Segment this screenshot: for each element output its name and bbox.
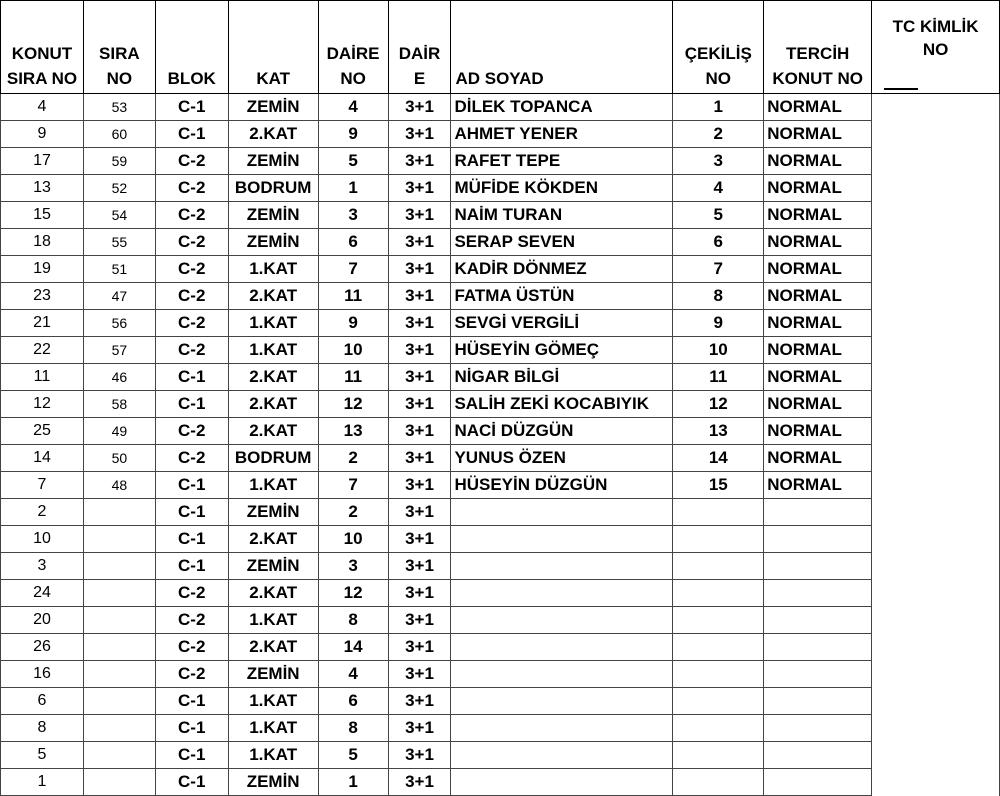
cell-daire-no: 8	[318, 715, 388, 742]
cell-blok: C-2	[155, 202, 228, 229]
cell-ad-soyad	[451, 742, 673, 769]
cell-cekilis-no	[673, 688, 764, 715]
cell-tc-kimlik-no	[872, 148, 1000, 175]
cell-daire: 3+1	[388, 445, 451, 472]
cell-blok: C-2	[155, 256, 228, 283]
cell-tc-kimlik-no	[872, 256, 1000, 283]
cell-blok: C-1	[155, 553, 228, 580]
cell-tc-kimlik-no	[872, 175, 1000, 202]
cell-sira-no: 50	[83, 445, 155, 472]
cell-daire-no: 12	[318, 391, 388, 418]
cell-cekilis-no: 8	[673, 283, 764, 310]
cell-tercih-konut-no	[764, 742, 872, 769]
cell-sira-no: 46	[83, 364, 155, 391]
cell-cekilis-no	[673, 715, 764, 742]
cell-sira-no	[83, 499, 155, 526]
cell-tercih-konut-no: NORMAL	[764, 418, 872, 445]
cell-cekilis-no: 9	[673, 310, 764, 337]
cell-tc-kimlik-no	[872, 94, 1000, 121]
cell-tc-kimlik-no	[872, 283, 1000, 310]
cell-ad-soyad: NİGAR BİLGİ	[451, 364, 673, 391]
cell-daire-no: 2	[318, 499, 388, 526]
cell-sira-no	[83, 634, 155, 661]
cell-tercih-konut-no: NORMAL	[764, 283, 872, 310]
cell-sira-no: 48	[83, 472, 155, 499]
table-row	[1, 202, 1000, 229]
cell-tercih-konut-no: NORMAL	[764, 121, 872, 148]
cell-tercih-konut-no	[764, 526, 872, 553]
cell-cekilis-no: 4	[673, 175, 764, 202]
cell-daire: 3+1	[388, 256, 451, 283]
cell-tercih-konut-no: NORMAL	[764, 229, 872, 256]
cell-sira-no: 51	[83, 256, 155, 283]
cell-daire: 3+1	[388, 553, 451, 580]
cell-konut-sira-no: 12	[1, 391, 84, 418]
cell-daire: 3+1	[388, 526, 451, 553]
cell-kat: 2.KAT	[228, 526, 318, 553]
cell-blok: C-2	[155, 445, 228, 472]
cell-blok: C-2	[155, 418, 228, 445]
cell-blok: C-2	[155, 310, 228, 337]
cell-cekilis-no	[673, 607, 764, 634]
col-header-sira-no: SIRA NO	[83, 1, 155, 94]
col-header-konut-sira-no: KONUT SIRA NO	[1, 1, 84, 94]
cell-kat: 2.KAT	[228, 391, 318, 418]
col-header-daire-no: DAİRE NO	[318, 1, 388, 94]
table-row	[1, 607, 1000, 634]
cell-daire-no: 12	[318, 580, 388, 607]
cell-blok: C-2	[155, 229, 228, 256]
table-row	[1, 499, 1000, 526]
cell-ad-soyad	[451, 769, 673, 796]
col-header-kat: KAT	[228, 1, 318, 94]
cell-sira-no: 55	[83, 229, 155, 256]
cell-konut-sira-no: 7	[1, 472, 84, 499]
cell-konut-sira-no: 17	[1, 148, 84, 175]
col-header-daire: DAİR E	[388, 1, 451, 94]
cell-daire: 3+1	[388, 229, 451, 256]
table-row	[1, 634, 1000, 661]
cell-ad-soyad	[451, 553, 673, 580]
cell-sira-no: 54	[83, 202, 155, 229]
col-header-ad-soyad: AD SOYAD	[451, 1, 673, 94]
cell-ad-soyad: HÜSEYİN GÖMEÇ	[451, 337, 673, 364]
cell-daire-no: 6	[318, 688, 388, 715]
header-row	[1, 1, 1000, 94]
cell-daire: 3+1	[388, 283, 451, 310]
cell-ad-soyad: FATMA ÜSTÜN	[451, 283, 673, 310]
cell-daire: 3+1	[388, 175, 451, 202]
table-row	[1, 553, 1000, 580]
cell-konut-sira-no: 10	[1, 526, 84, 553]
cell-tercih-konut-no: NORMAL	[764, 310, 872, 337]
cell-konut-sira-no: 13	[1, 175, 84, 202]
cell-daire-no: 7	[318, 256, 388, 283]
cell-kat: ZEMİN	[228, 769, 318, 796]
table-row	[1, 769, 1000, 796]
table-row	[1, 526, 1000, 553]
col-header-cekilis-no: ÇEKİLİŞ NO	[673, 1, 764, 94]
cell-tercih-konut-no: NORMAL	[764, 256, 872, 283]
cell-cekilis-no: 12	[673, 391, 764, 418]
cell-cekilis-no	[673, 553, 764, 580]
cell-sira-no	[83, 715, 155, 742]
table-row	[1, 94, 1000, 121]
cell-ad-soyad: RAFET TEPE	[451, 148, 673, 175]
cell-daire: 3+1	[388, 202, 451, 229]
cell-sira-no	[83, 580, 155, 607]
cell-konut-sira-no: 3	[1, 553, 84, 580]
cell-tc-kimlik-no	[872, 310, 1000, 337]
table-row	[1, 121, 1000, 148]
cell-kat: ZEMİN	[228, 202, 318, 229]
cell-tercih-konut-no	[764, 499, 872, 526]
table-row	[1, 229, 1000, 256]
cell-cekilis-no: 14	[673, 445, 764, 472]
cell-daire: 3+1	[388, 688, 451, 715]
cell-ad-soyad	[451, 661, 673, 688]
table-row	[1, 445, 1000, 472]
cell-kat: ZEMİN	[228, 148, 318, 175]
table-body	[1, 94, 1000, 796]
cell-kat: 1.KAT	[228, 607, 318, 634]
cell-sira-no: 49	[83, 418, 155, 445]
cell-blok: C-1	[155, 526, 228, 553]
cell-daire: 3+1	[388, 418, 451, 445]
cell-tercih-konut-no	[764, 553, 872, 580]
cell-ad-soyad: MÜFİDE KÖKDEN	[451, 175, 673, 202]
cell-kat: 1.KAT	[228, 472, 318, 499]
cell-cekilis-no	[673, 634, 764, 661]
cell-blok: C-2	[155, 580, 228, 607]
cell-sira-no	[83, 607, 155, 634]
cell-konut-sira-no: 22	[1, 337, 84, 364]
cell-blok: C-1	[155, 499, 228, 526]
cell-tercih-konut-no	[764, 607, 872, 634]
cell-ad-soyad: SALİH ZEKİ KOCABIYIK	[451, 391, 673, 418]
cell-daire: 3+1	[388, 769, 451, 796]
cell-tercih-konut-no	[764, 661, 872, 688]
cell-sira-no: 56	[83, 310, 155, 337]
cell-daire-no: 2	[318, 445, 388, 472]
cell-cekilis-no: 7	[673, 256, 764, 283]
table-row	[1, 256, 1000, 283]
cell-sira-no: 59	[83, 148, 155, 175]
cell-blok: C-2	[155, 175, 228, 202]
cell-cekilis-no: 1	[673, 94, 764, 121]
cell-kat: ZEMİN	[228, 94, 318, 121]
cell-tercih-konut-no	[764, 580, 872, 607]
cell-daire: 3+1	[388, 634, 451, 661]
cell-daire-no: 3	[318, 202, 388, 229]
cell-kat: 2.KAT	[228, 364, 318, 391]
cell-blok: C-1	[155, 715, 228, 742]
cell-tercih-konut-no	[764, 769, 872, 796]
cell-tc-kimlik-no	[872, 553, 1000, 580]
cell-daire: 3+1	[388, 715, 451, 742]
cell-konut-sira-no: 19	[1, 256, 84, 283]
cell-tc-kimlik-no	[872, 202, 1000, 229]
table-row	[1, 688, 1000, 715]
cell-konut-sira-no: 26	[1, 634, 84, 661]
cell-konut-sira-no: 4	[1, 94, 84, 121]
cell-sira-no	[83, 526, 155, 553]
cell-tercih-konut-no: NORMAL	[764, 202, 872, 229]
cell-tercih-konut-no	[764, 634, 872, 661]
cell-ad-soyad: DİLEK TOPANCA	[451, 94, 673, 121]
cell-tercih-konut-no: NORMAL	[764, 445, 872, 472]
cell-sira-no	[83, 661, 155, 688]
cell-daire-no: 1	[318, 175, 388, 202]
cell-daire-no: 11	[318, 364, 388, 391]
cell-ad-soyad: KADİR DÖNMEZ	[451, 256, 673, 283]
cell-daire-no: 9	[318, 310, 388, 337]
cell-sira-no: 53	[83, 94, 155, 121]
col-header-blok: BLOK	[155, 1, 228, 94]
cell-cekilis-no	[673, 499, 764, 526]
cell-tc-kimlik-no	[872, 418, 1000, 445]
table-row	[1, 580, 1000, 607]
cell-kat: ZEMİN	[228, 553, 318, 580]
cell-daire: 3+1	[388, 310, 451, 337]
cell-ad-soyad	[451, 688, 673, 715]
cell-tc-kimlik-no	[872, 742, 1000, 769]
cell-ad-soyad	[451, 607, 673, 634]
cell-tercih-konut-no: NORMAL	[764, 148, 872, 175]
cell-tc-kimlik-no	[872, 688, 1000, 715]
cell-tc-kimlik-no	[872, 229, 1000, 256]
cell-kat: 1.KAT	[228, 688, 318, 715]
cell-daire-no: 8	[318, 607, 388, 634]
table-row	[1, 472, 1000, 499]
cell-tercih-konut-no: NORMAL	[764, 337, 872, 364]
cell-ad-soyad	[451, 715, 673, 742]
cell-ad-soyad	[451, 580, 673, 607]
cell-tercih-konut-no	[764, 715, 872, 742]
cell-daire: 3+1	[388, 364, 451, 391]
cell-kat: 2.KAT	[228, 121, 318, 148]
cell-kat: BODRUM	[228, 445, 318, 472]
cell-daire: 3+1	[388, 742, 451, 769]
cell-blok: C-2	[155, 607, 228, 634]
cell-blok: C-1	[155, 391, 228, 418]
cell-kat: ZEMİN	[228, 499, 318, 526]
cell-ad-soyad: HÜSEYİN DÜZGÜN	[451, 472, 673, 499]
cell-daire-no: 6	[318, 229, 388, 256]
cell-daire: 3+1	[388, 121, 451, 148]
table-row	[1, 310, 1000, 337]
cell-daire: 3+1	[388, 580, 451, 607]
cell-cekilis-no	[673, 661, 764, 688]
cell-blok: C-1	[155, 364, 228, 391]
cell-konut-sira-no: 9	[1, 121, 84, 148]
cell-cekilis-no: 11	[673, 364, 764, 391]
cell-tc-kimlik-no	[872, 445, 1000, 472]
cell-blok: C-1	[155, 769, 228, 796]
col-header-tercih-konut-no: TERCİH KONUT NO	[764, 1, 872, 94]
cell-daire-no: 10	[318, 337, 388, 364]
table-row	[1, 283, 1000, 310]
cell-sira-no: 60	[83, 121, 155, 148]
table-row	[1, 715, 1000, 742]
cell-cekilis-no	[673, 580, 764, 607]
cell-kat: BODRUM	[228, 175, 318, 202]
cell-cekilis-no: 5	[673, 202, 764, 229]
cell-daire-no: 4	[318, 94, 388, 121]
cell-cekilis-no: 2	[673, 121, 764, 148]
cell-daire-no: 9	[318, 121, 388, 148]
cell-daire-no: 5	[318, 148, 388, 175]
cell-cekilis-no: 13	[673, 418, 764, 445]
cell-tc-kimlik-no	[872, 472, 1000, 499]
cell-tc-kimlik-no	[872, 715, 1000, 742]
cell-cekilis-no	[673, 769, 764, 796]
cell-konut-sira-no: 16	[1, 661, 84, 688]
cell-tc-kimlik-no	[872, 364, 1000, 391]
cell-ad-soyad: SEVGİ VERGİLİ	[451, 310, 673, 337]
cell-kat: 1.KAT	[228, 715, 318, 742]
cell-sira-no: 58	[83, 391, 155, 418]
cell-kat: 1.KAT	[228, 256, 318, 283]
cell-daire: 3+1	[388, 337, 451, 364]
cell-blok: C-1	[155, 742, 228, 769]
cell-daire-no: 3	[318, 553, 388, 580]
cell-cekilis-no: 10	[673, 337, 764, 364]
cell-kat: ZEMİN	[228, 229, 318, 256]
cell-ad-soyad	[451, 634, 673, 661]
table-row	[1, 364, 1000, 391]
cell-konut-sira-no: 15	[1, 202, 84, 229]
cell-kat: 1.KAT	[228, 310, 318, 337]
table-row	[1, 742, 1000, 769]
table-row	[1, 148, 1000, 175]
cell-kat: ZEMİN	[228, 661, 318, 688]
cell-daire-no: 11	[318, 283, 388, 310]
cell-ad-soyad: SERAP SEVEN	[451, 229, 673, 256]
cell-ad-soyad	[451, 526, 673, 553]
cell-tc-kimlik-no	[872, 661, 1000, 688]
cell-daire-no: 13	[318, 418, 388, 445]
cell-daire: 3+1	[388, 499, 451, 526]
cell-kat: 1.KAT	[228, 742, 318, 769]
cell-konut-sira-no: 5	[1, 742, 84, 769]
cell-sira-no: 47	[83, 283, 155, 310]
cell-konut-sira-no: 21	[1, 310, 84, 337]
cell-sira-no	[83, 742, 155, 769]
cell-cekilis-no	[673, 526, 764, 553]
cell-konut-sira-no: 20	[1, 607, 84, 634]
table-row	[1, 418, 1000, 445]
cell-daire-no: 10	[318, 526, 388, 553]
cell-kat: 1.KAT	[228, 337, 318, 364]
cell-tc-kimlik-no	[872, 337, 1000, 364]
cell-konut-sira-no: 14	[1, 445, 84, 472]
cell-konut-sira-no: 25	[1, 418, 84, 445]
table-row	[1, 391, 1000, 418]
cell-daire-no: 14	[318, 634, 388, 661]
cell-sira-no: 57	[83, 337, 155, 364]
cell-cekilis-no: 6	[673, 229, 764, 256]
table-row	[1, 337, 1000, 364]
cell-cekilis-no: 15	[673, 472, 764, 499]
cell-blok: C-2	[155, 634, 228, 661]
cell-blok: C-2	[155, 283, 228, 310]
cell-daire-no: 7	[318, 472, 388, 499]
cell-blok: C-2	[155, 148, 228, 175]
cell-kat: 2.KAT	[228, 580, 318, 607]
cell-kat: 2.KAT	[228, 418, 318, 445]
cell-blok: C-1	[155, 121, 228, 148]
cell-blok: C-1	[155, 94, 228, 121]
cell-blok: C-1	[155, 472, 228, 499]
cell-tercih-konut-no: NORMAL	[764, 364, 872, 391]
cell-cekilis-no	[673, 742, 764, 769]
cell-sira-no: 52	[83, 175, 155, 202]
cell-daire: 3+1	[388, 94, 451, 121]
cell-sira-no	[83, 688, 155, 715]
cell-konut-sira-no: 2	[1, 499, 84, 526]
cell-tercih-konut-no: NORMAL	[764, 472, 872, 499]
cell-daire-no: 1	[318, 769, 388, 796]
cell-ad-soyad	[451, 499, 673, 526]
cell-konut-sira-no: 18	[1, 229, 84, 256]
cell-konut-sira-no: 11	[1, 364, 84, 391]
cell-tc-kimlik-no	[872, 499, 1000, 526]
table-row	[1, 661, 1000, 688]
cell-ad-soyad: YUNUS ÖZEN	[451, 445, 673, 472]
cell-blok: C-1	[155, 688, 228, 715]
cell-konut-sira-no: 1	[1, 769, 84, 796]
cell-tc-kimlik-no	[872, 607, 1000, 634]
cell-tc-kimlik-no	[872, 391, 1000, 418]
cell-daire: 3+1	[388, 661, 451, 688]
cell-tercih-konut-no: NORMAL	[764, 94, 872, 121]
cell-daire: 3+1	[388, 148, 451, 175]
cell-daire: 3+1	[388, 472, 451, 499]
cell-blok: C-2	[155, 337, 228, 364]
cell-sira-no	[83, 553, 155, 580]
cell-blok: C-2	[155, 661, 228, 688]
cell-tc-kimlik-no	[872, 769, 1000, 796]
cell-tercih-konut-no: NORMAL	[764, 175, 872, 202]
table-row	[1, 175, 1000, 202]
cell-ad-soyad: NACİ DÜZGÜN	[451, 418, 673, 445]
cell-kat: 2.KAT	[228, 634, 318, 661]
cell-sira-no	[83, 769, 155, 796]
cell-konut-sira-no: 23	[1, 283, 84, 310]
cell-konut-sira-no: 8	[1, 715, 84, 742]
cell-tc-kimlik-no	[872, 121, 1000, 148]
cell-konut-sira-no: 6	[1, 688, 84, 715]
cell-cekilis-no: 3	[673, 148, 764, 175]
cell-tc-kimlik-no	[872, 526, 1000, 553]
cell-ad-soyad: AHMET YENER	[451, 121, 673, 148]
cell-ad-soyad: NAİM TURAN	[451, 202, 673, 229]
cell-konut-sira-no: 24	[1, 580, 84, 607]
cell-tc-kimlik-no	[872, 634, 1000, 661]
cell-tercih-konut-no: NORMAL	[764, 391, 872, 418]
cell-kat: 2.KAT	[228, 283, 318, 310]
cell-tercih-konut-no	[764, 688, 872, 715]
col-header-tc-kimlik-no: TC KİMLİK NO	[872, 1, 1000, 94]
cell-daire-no: 4	[318, 661, 388, 688]
cell-daire: 3+1	[388, 607, 451, 634]
cell-tc-kimlik-no	[872, 580, 1000, 607]
cell-daire: 3+1	[388, 391, 451, 418]
cell-daire-no: 5	[318, 742, 388, 769]
